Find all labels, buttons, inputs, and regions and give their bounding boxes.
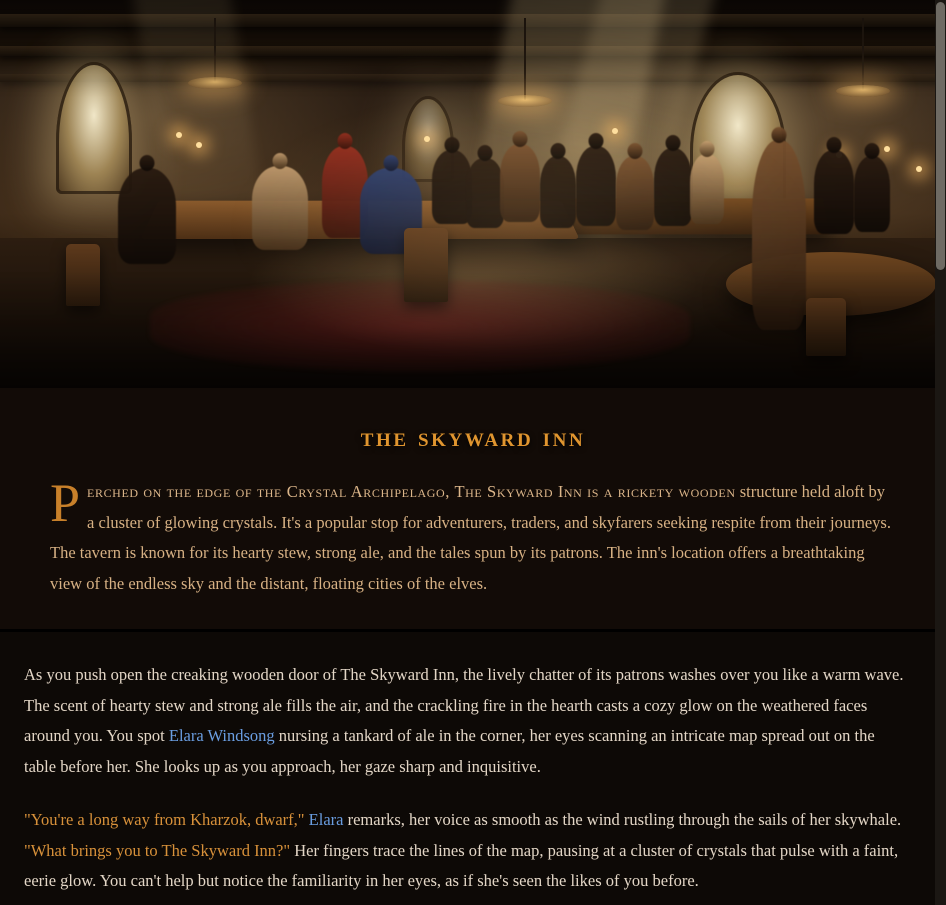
ceiling-beam <box>0 74 946 82</box>
dialogue-quote-1: "You're a long way from Kharzok, dwarf," <box>24 809 305 829</box>
patron-figure <box>252 166 308 250</box>
patron-figure-foreground <box>752 140 806 330</box>
location-description <box>50 473 896 599</box>
narrative-text: nursing a tankard of ale in the corner, her eyes scanning an intricate map spread out on the table before her. She looks up as you approach, her gaze sharp and inquisitive. <box>24 726 875 777</box>
patron-figure <box>690 154 724 224</box>
narrative-paragraph-1 <box>24 660 908 783</box>
narrative-text: As you push open the creaking wooden door of The Skyward Inn, the lively chatter of its patrons washes over you like a warm wave. The scent of hearty stew and strong ale fills the air, and the crackling fire in the hearth casts a cozy glow on the weathered faces around you. You spot <box>24 665 904 746</box>
scrollbar-thumb[interactable] <box>936 2 945 270</box>
page-scrollbar[interactable] <box>935 0 946 905</box>
drop-cap: P <box>50 473 81 533</box>
narrative-text: Her fingers trace the lines of the map, pausing at a cluster of crystals that pulse with a faint, eerie glow. You can't help but notice the familiarity in her eyes, as if she's seen the likes of you before. <box>24 840 899 891</box>
patron-figure <box>466 158 504 228</box>
patron-figure <box>540 156 576 228</box>
character-link-elara-windsong[interactable]: Elara Windsong <box>168 726 275 746</box>
patron-figure <box>576 146 616 226</box>
location-description-panel <box>0 388 946 632</box>
character-link-elara[interactable]: Elara <box>304 809 344 829</box>
candle-icon <box>884 146 890 152</box>
page-title: the skyward inn <box>360 422 586 452</box>
patron-figure <box>500 144 540 222</box>
chair <box>66 244 100 306</box>
candle-icon <box>916 166 922 172</box>
candle-icon <box>612 128 618 134</box>
dialogue-quote-2: "What brings you to The Skyward Inn?" <box>24 840 291 860</box>
candle-icon <box>196 142 202 148</box>
patron-figure <box>814 150 854 234</box>
patron-figure <box>118 168 176 264</box>
chandelier-icon <box>524 18 526 100</box>
chair <box>404 228 448 302</box>
candle-icon <box>424 136 430 142</box>
location-lead-line: erched on the edge of the Crystal Archipelago, The Skyward Inn is a rickety wooden <box>87 482 736 501</box>
candle-icon <box>176 132 182 138</box>
patron-figure <box>854 156 890 232</box>
chair <box>806 298 846 356</box>
chandelier-icon <box>862 18 864 90</box>
narrative-paragraph-2 <box>24 805 908 897</box>
chandelier-icon <box>214 18 216 82</box>
narrative-text: remarks, her voice as smooth as the wind rustling through the sails of her skywhale. <box>343 809 902 829</box>
location-description-body: structure held aloft by a cluster of glowing crystals. It's a popular stop for adventurers, traders, and skyfarers seeking respite from their journeys. The tavern is known for its hearty stew, strong ale, and the tales spun by its patrons. The inn's location offers a breathtaking view of the endless sky and the distant, floating cities of the elves. <box>50 482 891 593</box>
tavern-illustration <box>0 0 946 388</box>
patron-figure <box>616 156 654 230</box>
patron-figure <box>654 148 692 226</box>
narrative-panel <box>0 632 946 905</box>
